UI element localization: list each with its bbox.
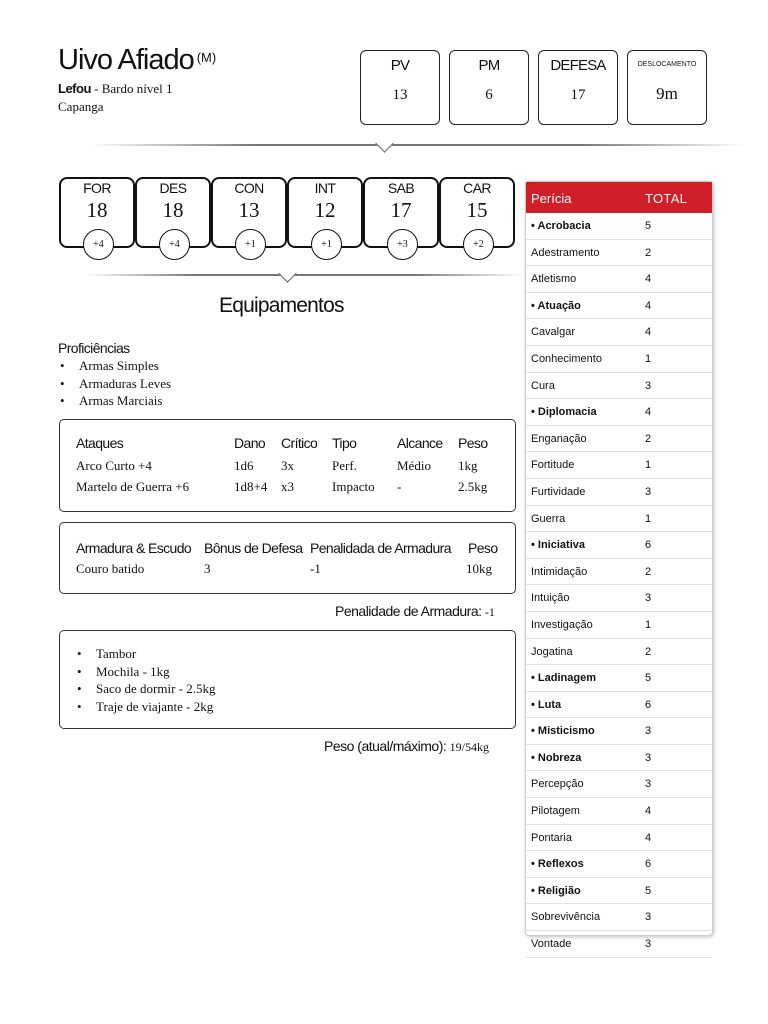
stat-box-deslocamento: [627, 50, 707, 125]
armor-cell: Couro batido: [76, 561, 145, 576]
armor-header-defense-bonus: Bônus de Defesa: [204, 540, 303, 556]
attacks-header-type: Tipo: [332, 435, 357, 451]
skill-row: [526, 346, 712, 373]
skill-name: • Iniciativa: [531, 539, 585, 552]
proficiency-item: • Armas Marciais: [59, 392, 171, 410]
skill-total: 6: [645, 539, 652, 552]
skill-row: [526, 745, 712, 772]
stat-box-defesa: [538, 50, 618, 125]
equipment-title: Equipamentos: [219, 294, 344, 317]
skill-name: • Luta: [531, 698, 562, 711]
attribute-label: DES: [159, 180, 187, 196]
skill-total: 4: [645, 805, 652, 818]
attribute-label: INT: [314, 180, 336, 196]
skill-name: Jogatina: [531, 645, 573, 658]
stat-box-pv: [360, 50, 440, 125]
skill-row: [526, 266, 712, 293]
skill-row: [526, 639, 712, 666]
skill-row: [526, 612, 712, 639]
skill-name: • Nobreza: [531, 751, 582, 764]
items-box: [59, 630, 516, 729]
skill-row: [526, 399, 712, 426]
skill-row: [526, 426, 712, 453]
skill-name: • Religião: [531, 884, 581, 897]
skill-row: [526, 718, 712, 745]
skill-total: 1: [645, 352, 652, 365]
attack-cell: 1d8+4: [234, 479, 268, 494]
attribute-for: [59, 177, 135, 248]
attack-cell: -: [397, 479, 402, 494]
armor-penalty-value: -1: [484, 605, 495, 619]
skill-name: • Atuação: [531, 299, 581, 312]
skill-name: Intimidação: [531, 565, 588, 578]
skill-name: Intuição: [531, 592, 570, 605]
skill-row: [526, 585, 712, 612]
header-divider: [90, 144, 745, 146]
stat-box-pm: [449, 50, 529, 125]
skill-total: 2: [645, 432, 652, 445]
skill-row: [526, 665, 712, 692]
skill-row: [526, 452, 712, 479]
armor-penalty-label: Penalidade de Armadura:: [335, 603, 482, 619]
stat-label: DEFESA: [550, 57, 606, 74]
armor-header-penalty: Penalidada de Armadura: [310, 540, 451, 556]
proficiency-item: • Armas Simples: [59, 357, 171, 375]
skill-total: 2: [645, 246, 652, 259]
skill-total: 1: [645, 459, 652, 472]
attacks-header-range: Alcance: [397, 435, 443, 451]
skill-name: Conhecimento: [531, 352, 602, 365]
skill-row: [526, 904, 712, 931]
items-list: [76, 645, 216, 715]
skills-header: [526, 182, 712, 213]
skills-rows: [526, 213, 712, 958]
armor-cell: -1: [310, 561, 321, 576]
attack-cell: 1kg: [458, 458, 478, 473]
attacks-table: [59, 419, 516, 512]
skill-total: 1: [645, 618, 652, 631]
attribute-modifier: +4: [159, 229, 190, 260]
item-entry: • Mochila - 1kg: [76, 663, 216, 681]
attribute-label: CAR: [463, 180, 491, 196]
skill-total: 3: [645, 911, 652, 924]
armor-cell: 10kg: [466, 561, 492, 576]
attacks-header-weight: Peso: [458, 435, 488, 451]
skill-name: Enganação: [531, 432, 587, 445]
attack-cell: x3: [281, 479, 294, 494]
weight-value: 19/54kg: [449, 740, 490, 754]
attribute-modifier: +2: [463, 229, 494, 260]
skill-row: [526, 373, 712, 400]
armor-cell: 3: [204, 561, 211, 576]
item-entry: • Traje de viajante - 2kg: [76, 698, 216, 716]
attribute-modifier: +3: [387, 229, 418, 260]
skill-row: [526, 532, 712, 559]
skill-row: [526, 798, 712, 825]
proficiency-item: • Armaduras Leves: [59, 375, 171, 393]
skill-row: [526, 559, 712, 586]
skill-row: [526, 771, 712, 798]
skill-total: 5: [645, 884, 652, 897]
skill-total: 3: [645, 379, 652, 392]
skill-name: Percepção: [531, 778, 584, 791]
character-origin: Capanga: [58, 99, 104, 114]
skill-total: 1: [645, 512, 652, 525]
skills-header-name: Perícia: [531, 191, 572, 206]
attribute-sab: [363, 177, 439, 248]
skill-row: [526, 506, 712, 533]
attack-cell: Impacto: [332, 479, 375, 494]
skill-name: • Diplomacia: [531, 406, 597, 419]
skill-total: 4: [645, 273, 652, 286]
stat-value: 9m: [656, 84, 678, 103]
skill-row: [526, 931, 712, 958]
attribute-value: 18: [162, 198, 184, 222]
skill-total: 4: [645, 326, 652, 339]
character-name-text: Uivo Afiado: [58, 44, 194, 76]
skill-total: 3: [645, 778, 652, 791]
stat-value: 6: [485, 87, 493, 103]
attribute-int: [287, 177, 363, 248]
attribute-con: [211, 177, 287, 248]
skill-name: Furtividade: [531, 485, 586, 498]
attribute-value: 12: [314, 198, 336, 222]
armor-header-weight: Peso: [468, 540, 498, 556]
race-class-line: [58, 81, 172, 97]
skill-total: 4: [645, 406, 652, 419]
item-entry: • Saco de dormir - 2.5kg: [76, 680, 216, 698]
proficiencies-list: [59, 357, 171, 410]
item-entry: • Tambor: [76, 645, 216, 663]
skill-total: 3: [645, 485, 652, 498]
header-divider-notch: [375, 134, 393, 152]
attacks-header-damage: Dano: [234, 435, 266, 451]
attribute-modifier: +1: [235, 229, 266, 260]
skill-total: 3: [645, 938, 652, 951]
attribute-modifier: +1: [311, 229, 342, 260]
attributes-divider-notch: [278, 264, 296, 282]
attribute-value: 17: [390, 198, 412, 222]
armor-penalty-summary: [335, 603, 495, 620]
skill-row: [526, 692, 712, 719]
skill-row: [526, 878, 712, 905]
attack-cell: Martelo de Guerra +6: [76, 479, 190, 494]
attack-cell: 2.5kg: [458, 479, 488, 494]
skill-total: 4: [645, 831, 652, 844]
attribute-label: FOR: [83, 180, 111, 196]
skill-name: • Reflexos: [531, 858, 584, 871]
skill-total: 5: [645, 220, 652, 232]
skill-total: 3: [645, 751, 652, 764]
attributes-divider: [85, 274, 523, 276]
character-race: Lefou: [58, 81, 91, 96]
attacks-header-name: Ataques: [76, 435, 124, 451]
skill-total: 5: [645, 672, 652, 685]
attribute-des: [135, 177, 211, 248]
skill-row: [526, 851, 712, 878]
skill-name: • Misticismo: [531, 725, 595, 738]
attribute-value: 13: [238, 198, 260, 222]
character-name: [58, 44, 216, 77]
skill-total: 3: [645, 592, 652, 605]
skills-header-total: TOTAL: [645, 191, 688, 206]
skill-name: Cura: [531, 379, 555, 392]
stat-label: DESLOCAMENTO: [637, 61, 697, 68]
skills-table: [525, 181, 713, 951]
skill-name: Guerra: [531, 512, 566, 525]
skill-name: Adestramento: [531, 246, 600, 259]
skill-total: 2: [645, 645, 652, 658]
skill-row: [526, 213, 712, 240]
skill-row: [526, 319, 712, 346]
skill-name: Atletismo: [531, 273, 577, 286]
proficiencies-title: Proficiências: [58, 340, 130, 356]
stat-label: PM: [478, 57, 500, 74]
attacks-header-critical: Crítico: [281, 435, 318, 451]
attack-cell: Arco Curto +4: [76, 458, 152, 473]
character-sex: (M): [196, 50, 217, 65]
skill-name: Vontade: [531, 938, 572, 951]
skill-name: Cavalgar: [531, 326, 576, 339]
attack-cell: Perf.: [332, 458, 357, 473]
skill-row: [526, 240, 712, 267]
skill-row: [526, 293, 712, 320]
attribute-label: SAB: [387, 180, 415, 196]
skill-name: Pontaria: [531, 831, 572, 844]
skill-name: Investigação: [531, 618, 593, 631]
weight-summary: [324, 738, 489, 755]
skill-total: 6: [645, 858, 652, 871]
attribute-label: CON: [234, 180, 264, 196]
skill-name: Sobrevivência: [531, 911, 601, 924]
skill-row: [526, 825, 712, 852]
attack-cell: Médio: [397, 458, 431, 473]
attribute-modifier: +4: [83, 229, 114, 260]
weight-label: Peso (atual/máximo):: [324, 738, 447, 754]
skill-name: Pilotagem: [531, 805, 580, 818]
stat-value: 13: [392, 87, 408, 103]
stat-value: 17: [570, 87, 586, 103]
attribute-value: 18: [86, 198, 108, 222]
character-class: - Bardo nível 1: [94, 81, 173, 96]
skill-name: • Acrobacia: [531, 220, 591, 232]
skill-name: • Ladinagem: [531, 672, 596, 685]
skill-total: 4: [645, 299, 652, 312]
stat-label: PV: [390, 57, 410, 74]
skill-total: 2: [645, 565, 652, 578]
attack-cell: 1d6: [234, 458, 254, 473]
armor-header-name: Armadura & Escudo: [76, 540, 192, 556]
attribute-car: [439, 177, 515, 248]
skill-total: 6: [645, 698, 652, 711]
attack-cell: 3x: [281, 458, 294, 473]
armor-table: [59, 522, 516, 594]
skill-total: 3: [645, 725, 652, 738]
attribute-value: 15: [466, 198, 488, 222]
skill-row: [526, 479, 712, 506]
skill-name: Fortitude: [531, 459, 575, 472]
